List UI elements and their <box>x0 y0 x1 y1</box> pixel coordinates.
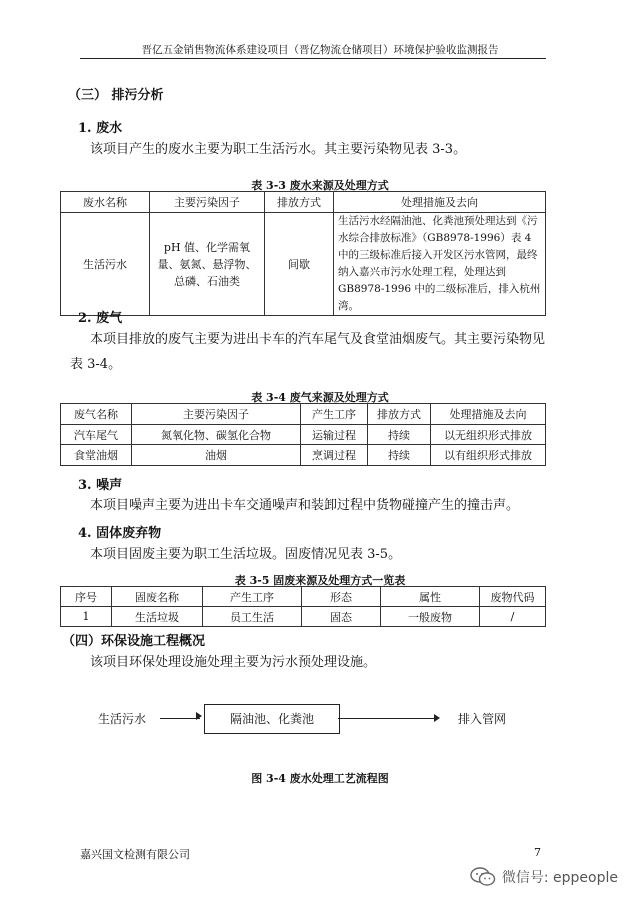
page-number: 7 <box>534 846 541 859</box>
figure-caption: 图 3-4 废水处理工艺流程图 <box>251 772 389 785</box>
flow-process-box: 隔油池、化粪池 <box>204 704 340 734</box>
noise-text: 本项目噪声主要为进出卡车交通噪声和装卸过程中货物碰撞产生的撞击声。 <box>90 498 520 513</box>
table-3-3 <box>60 191 546 316</box>
wastewater-heading: 1. 废水 <box>78 121 123 136</box>
section4-text: 该项目环保处理设施处理主要为污水预处理设施。 <box>90 655 377 670</box>
cell-mode: 持续 <box>368 445 431 466</box>
col-header: 主要污染因子 <box>150 192 265 213</box>
solid-waste-text: 本项目固废主要为职工生活垃圾。固废情况见表 3-5。 <box>90 547 402 562</box>
flow-arrow-1 <box>160 718 200 719</box>
flow-input-label: 生活污水 <box>98 712 147 726</box>
table-3-5 <box>60 586 546 627</box>
cell-no: 1 <box>61 607 112 627</box>
cell-code: / <box>480 607 546 627</box>
col-header: 产生工序 <box>301 404 368 425</box>
waste-gas-heading: 2. 废气 <box>78 311 123 326</box>
table-3-3-caption: 表 3-3 废水来源及处理方式 <box>251 179 389 192</box>
col-header: 属性 <box>381 587 480 607</box>
watermark <box>470 866 618 888</box>
col-header: 处理措施及去向 <box>334 192 546 213</box>
table-row <box>61 607 546 627</box>
header-rule <box>80 58 546 59</box>
cell-discharge: 间歇 <box>265 213 334 316</box>
table-3-4 <box>60 403 546 466</box>
col-header: 固废名称 <box>112 587 203 607</box>
col-header: 主要污染因子 <box>132 404 301 425</box>
cell-attr: 一般废物 <box>381 607 480 627</box>
watermark-text: 微信号: eppeople <box>501 870 618 886</box>
arrowhead-icon <box>434 714 440 722</box>
cell-name: 生活垃圾 <box>112 607 203 627</box>
cell-pollutants: 油烟 <box>132 445 301 466</box>
col-header: 废气名称 <box>61 404 132 425</box>
col-header: 废物代码 <box>480 587 546 607</box>
cell-form: 固态 <box>302 607 381 627</box>
cell-pollutants: pH 值、化学需氧量、氨氮、悬浮物、总磷、石油类 <box>150 213 265 316</box>
cell-name: 汽车尾气 <box>61 425 132 445</box>
wastewater-text: 该项目产生的废水主要为职工生活污水。其主要污染物见表 3-3。 <box>90 142 467 157</box>
col-header: 序号 <box>61 587 112 607</box>
cell-process: 员工生活 <box>203 607 302 627</box>
section4-title: （四）环保设施工程概况 <box>62 634 206 649</box>
flow-output-label: 排入管网 <box>458 712 507 726</box>
cell-mode: 持续 <box>368 425 431 445</box>
cell-name: 食堂油烟 <box>61 445 132 466</box>
table-3-5-caption: 表 3-5 固废来源及处理方式一览表 <box>234 574 406 587</box>
col-header: 排放方式 <box>368 404 431 425</box>
arrowhead-icon <box>196 712 202 720</box>
cell-name: 生活污水 <box>61 213 150 316</box>
footer-company: 嘉兴国文检测有限公司 <box>80 848 190 861</box>
section-title: （三） 排污分析 <box>68 88 164 103</box>
cell-process: 运输过程 <box>301 425 368 445</box>
table-row <box>61 445 546 466</box>
noise-heading: 3. 噪声 <box>78 478 123 493</box>
waste-gas-text: 本项目排放的废气主要为进出卡车的汽车尾气及食堂油烟废气。其主要污染物见表 3-4。 <box>70 332 546 372</box>
solid-waste-heading: 4. 固体废弃物 <box>78 526 162 541</box>
cell-process: 烹调过程 <box>301 445 368 466</box>
col-header: 形态 <box>302 587 381 607</box>
cell-treatment: 以无组织形式排放 <box>431 425 546 445</box>
col-header: 废水名称 <box>61 192 150 213</box>
cell-treatment: 以有组织形式排放 <box>431 445 546 466</box>
flow-arrow-2 <box>338 718 438 719</box>
col-header: 排放方式 <box>265 192 334 213</box>
cell-treatment: 生活污水经隔油池、化粪池预处理达到《污水综合排放标准》（GB8978-1996）表 4 中的三级标准后接入开发区污水管网，最终纳入嘉兴市污水处理工程，处理达到 GB8978-1996 中的二级标准后，排入杭州湾。 <box>334 213 546 316</box>
wechat-icon <box>470 866 496 888</box>
cell-pollutants: 氮氧化物、碳氢化合物 <box>132 425 301 445</box>
col-header: 处理措施及去向 <box>431 404 546 425</box>
table-3-4-caption: 表 3-4 废气来源及处理方式 <box>251 391 389 404</box>
table-row <box>61 425 546 445</box>
col-header: 产生工序 <box>203 587 302 607</box>
report-header: 晋亿五金销售物流体系建设项目（晋亿物流仓储项目）环境保护验收监测报告 <box>141 44 499 56</box>
